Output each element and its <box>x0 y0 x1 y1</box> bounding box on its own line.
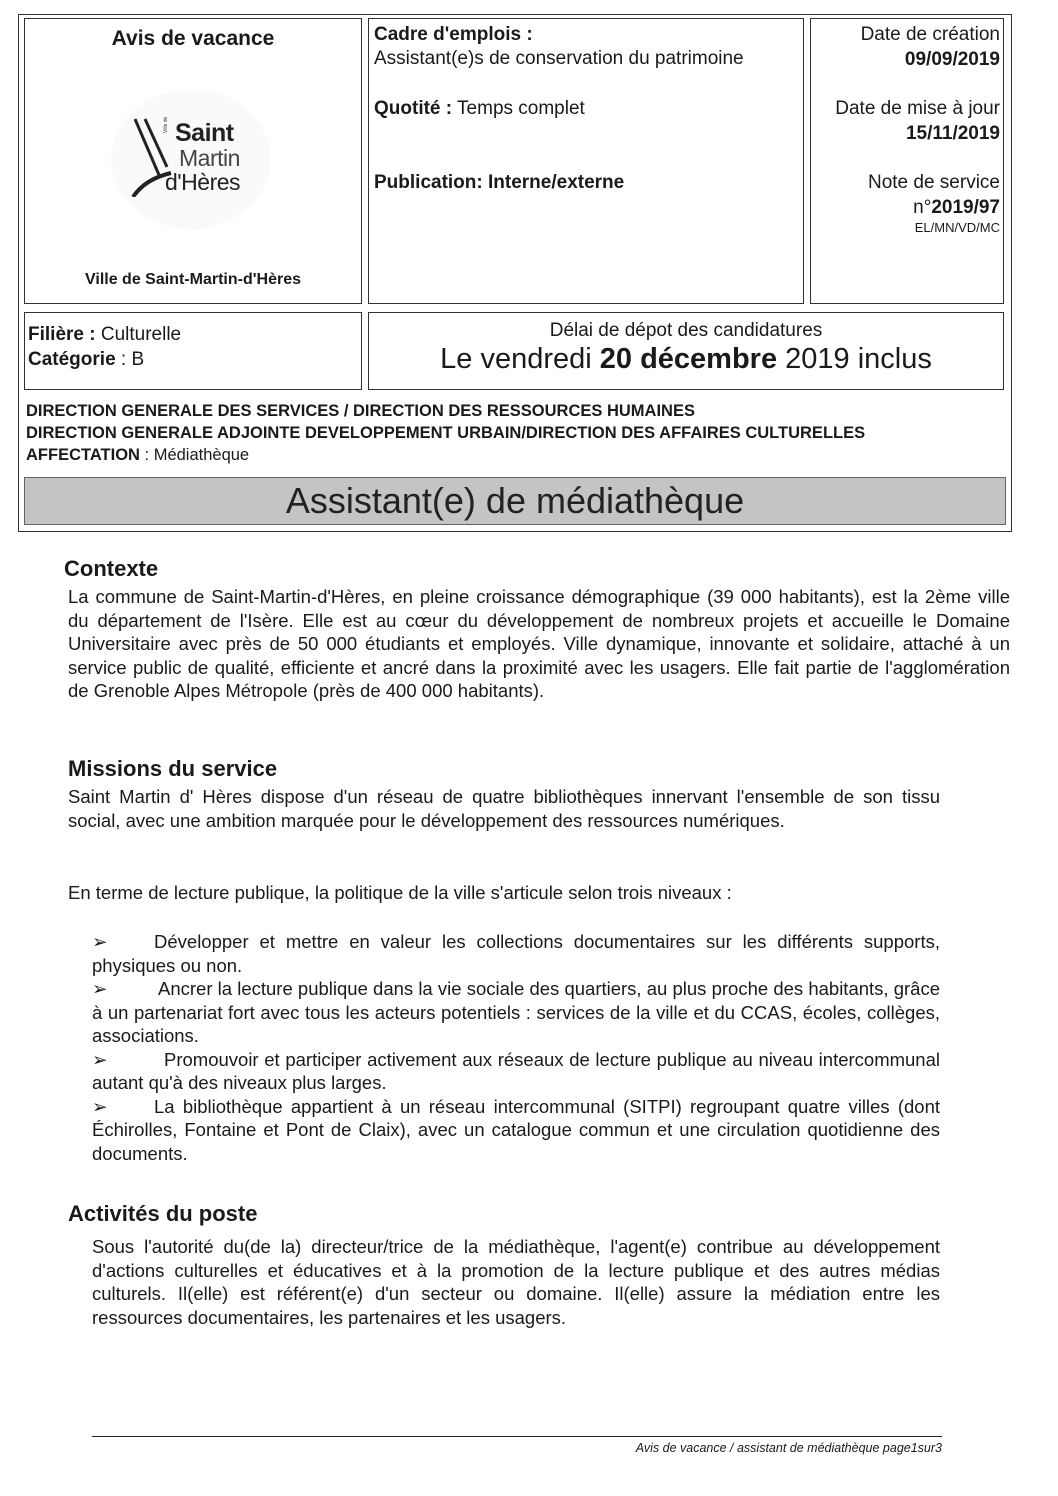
deadline-label: Délai de dépot des candidatures <box>549 320 823 341</box>
service-note-value: 2019/97 <box>931 197 1000 218</box>
deadline-prefix: Le vendredi <box>440 343 600 375</box>
list-item <box>92 930 940 977</box>
arrow-icon: ➢ <box>92 1095 108 1117</box>
deadline-date-bold: 20 décembre <box>599 343 778 375</box>
service-note-label: Note de service <box>867 172 1000 193</box>
logo-small-text: Ville de <box>163 116 169 133</box>
filiere-box <box>24 312 362 390</box>
missions-heading: Missions du service <box>68 756 278 781</box>
arrow-icon: ➢ <box>92 978 108 999</box>
affectation-value: : Médiathèque <box>139 446 250 464</box>
bullet-text: La bibliothèque appartient à un réseau intercommunal (SITPI) regroupant quatre villes (dont Échirolles, Fontaine et Pont de Claix), avec un catalogue commun et une circulation quotidienne des documents. <box>92 1095 940 1164</box>
header-right-box <box>810 18 1004 304</box>
arrow-icon: ➢ <box>92 931 108 952</box>
contexte-heading: Contexte <box>64 556 159 581</box>
missions-text-1: Saint Martin d' Hères dispose d'un réseau de quatre bibliothèques innervant l'ensemble de son tissu social, avec une ambition marquée pour le développement des ressources numériques. <box>68 786 940 831</box>
filiere-label: Filière : <box>28 324 96 345</box>
header-middle-box <box>368 18 804 304</box>
service-note-number <box>913 196 1000 220</box>
job-title: Assistant(e) de médiathèque <box>285 480 745 521</box>
direction-line-2: DIRECTION GENERALE ADJOINTE DEVELOPPEMENT URBAIN/DIRECTION DES AFFAIRES CULTURELLES <box>26 424 866 442</box>
cadre-value: Assistant(e)s de conservation du patrimoine <box>374 48 744 69</box>
categorie-value: : B <box>115 349 145 370</box>
deadline-box <box>368 312 1004 390</box>
missions-text-2: En terme de lecture publique, la politique de la ville s'articule selon trois niveaux : <box>68 882 732 903</box>
bullet-text: Ancrer la lecture publique dans la vie sociale des quartiers, au plus proche des habitants, grâce à un partenariat fort avec tous les acteurs potentiels : services de la ville et du CCAS, écoles, collèges, associations. <box>92 978 940 1046</box>
quotite-label: Quotité : <box>374 98 453 119</box>
list-item <box>92 1095 940 1166</box>
arrow-icon: ➢ <box>92 1048 108 1070</box>
logo-line-2: Martin <box>179 145 240 171</box>
service-note-prefix: n° <box>913 197 932 218</box>
quotite-value: Temps complet <box>452 98 585 119</box>
contexte-text: La commune de Saint-Martin-d'Hères, en pleine croissance démographique (39 000 habitants), est la 2ème ville du département de l'Isère. Elle est au cœur du développement de nombreux projets et accueille le Domaine Universitaire avec près de 50 000 étudiants et employés. Ville dynamique, innovante et solidaire, attaché à un service public de qualité, efficiente et ancré dans la proximité avec les usagers. Elle fait partie de l'agglomération de Grenoble Alpes Métropole (près de 400 000 habitants). <box>68 586 1010 701</box>
service-note-initials: EL/MN/VD/MC <box>914 220 1000 235</box>
update-date-label: Date de mise à jour <box>835 98 1000 119</box>
publication: Publication: Interne/externe <box>374 172 625 193</box>
header-left-box <box>24 18 362 304</box>
quotite <box>374 97 585 121</box>
deadline-date <box>369 343 1003 376</box>
creation-date-value: 09/09/2019 <box>904 49 1000 70</box>
bullet-text: Promouvoir et participer activement aux réseaux de lecture publique au niveau intercommunal autant qu'à des niveaux plus larges. <box>92 1048 940 1093</box>
cadre-label: Cadre d'emplois : <box>374 24 533 45</box>
update-date-value: 15/11/2019 <box>905 123 1000 144</box>
direction-block <box>18 396 1010 472</box>
categorie <box>28 348 144 372</box>
footer-rule <box>92 1436 942 1437</box>
bullet-text: Développer et mettre en valeur les collections documentaires sur les différents supports, physiques ou non. <box>92 931 940 976</box>
activites-heading: Activités du poste <box>68 1201 258 1226</box>
footer-text: Avis de vacance / assistant de médiathèque page1sur3 <box>635 1441 942 1455</box>
filiere-value: Culturelle <box>95 324 182 345</box>
city-name: Ville de Saint-Martin-d'Hères <box>84 271 301 288</box>
activites-text: Sous l'autorité du(de la) directeur/trice de la médiathèque, l'agent(e) contribue au développement d'actions culturelles et éducatives et à la promotion de la lecture publique et des autres médias culturels. Il(elle) est référent(e) d'un secteur ou domaine. Il(elle) assure la médiation entre les ressources documentaires, les partenaires et les usagers. <box>92 1236 940 1328</box>
job-title-band <box>24 477 1006 525</box>
notice-type-title: Avis de vacance <box>111 27 275 50</box>
affectation <box>26 446 249 465</box>
affectation-label: AFFECTATION <box>26 446 140 464</box>
categorie-label: Catégorie <box>28 349 116 370</box>
logo-line-1: Saint <box>175 119 234 147</box>
creation-date-label: Date de création <box>860 24 1000 45</box>
missions-bullet-list <box>92 930 940 1165</box>
deadline-suffix: 2019 inclus <box>777 343 932 375</box>
list-item <box>92 1048 940 1095</box>
direction-line-1: DIRECTION GENERALE DES SERVICES / DIRECTION DES RESSOURCES HUMAINES <box>26 402 695 420</box>
filiere <box>28 323 181 347</box>
list-item <box>92 977 940 1048</box>
city-logo <box>105 89 275 229</box>
logo-line-3: d'Hères <box>165 169 241 195</box>
